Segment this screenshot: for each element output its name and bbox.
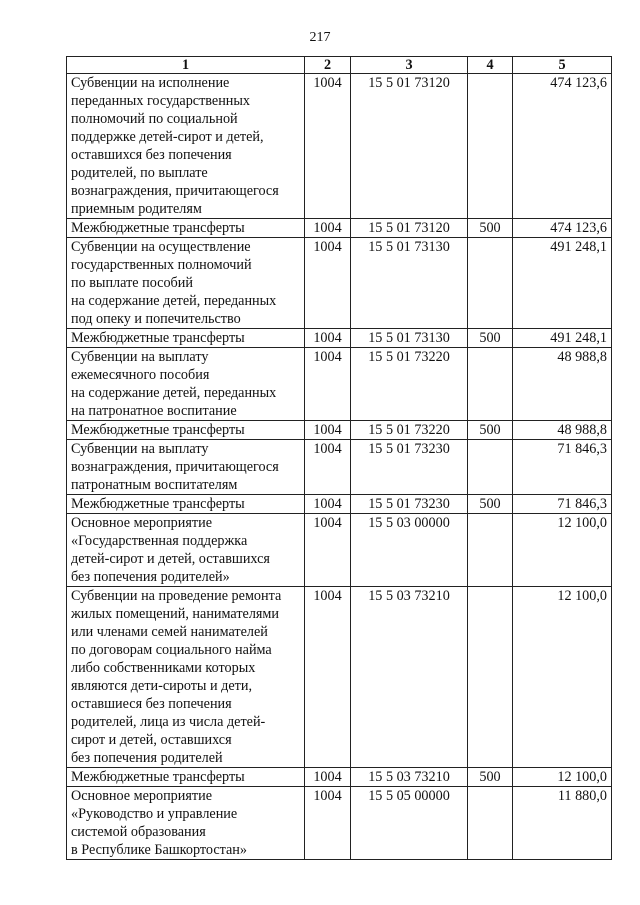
table-row — [67, 768, 612, 787]
expense-type-cell — [468, 74, 513, 219]
code-cell: 15 5 01 73220 — [351, 348, 468, 421]
row-name-line: Межбюджетные трансферты — [71, 769, 245, 785]
row-name-line: либо собственниками которых — [71, 660, 256, 676]
row-name-line: «Руководство и управление — [71, 806, 238, 822]
header-row — [67, 57, 612, 74]
row-name-line: государственных полномочий — [71, 257, 252, 273]
code-cell: 15 5 03 73210 — [351, 587, 468, 768]
row-name-line: без попечения родителей» — [71, 569, 230, 585]
row-name-cell — [67, 238, 305, 329]
section-cell: 1004 — [305, 238, 351, 329]
section-cell: 1004 — [305, 329, 351, 348]
code-cell: 15 5 03 73210 — [351, 768, 468, 787]
row-name-cell — [67, 329, 305, 348]
amount-cell: 71 846,3 — [513, 495, 612, 514]
row-name-line: по договорам социального найма — [71, 642, 272, 658]
row-name-line: сирот и детей, оставшихся — [71, 732, 232, 748]
code-cell: 15 5 01 73220 — [351, 421, 468, 440]
code-cell: 15 5 01 73130 — [351, 329, 468, 348]
section-cell: 1004 — [305, 514, 351, 587]
amount-cell: 11 880,0 — [513, 787, 612, 860]
table-row — [67, 329, 612, 348]
row-name-line: Субвенции на осуществление — [71, 239, 251, 255]
table-body — [67, 74, 612, 860]
header-col-3: 3 — [351, 57, 468, 74]
row-name-cell — [67, 514, 305, 587]
row-name-line: Субвенции на выплату — [71, 441, 209, 457]
expense-type-cell: 500 — [468, 768, 513, 787]
section-cell: 1004 — [305, 74, 351, 219]
table-row — [67, 348, 612, 421]
header-col-4: 4 — [468, 57, 513, 74]
table-row — [67, 514, 612, 587]
row-name-line: являются дети-сироты и дети, — [71, 678, 252, 694]
row-name-line: полномочий по социальной — [71, 111, 238, 127]
expense-type-cell — [468, 587, 513, 768]
code-cell: 15 5 01 73230 — [351, 440, 468, 495]
row-name-line: на содержание детей, переданных — [71, 293, 277, 309]
table-header — [67, 57, 612, 74]
row-name-cell — [67, 348, 305, 421]
section-cell: 1004 — [305, 440, 351, 495]
expense-type-cell — [468, 514, 513, 587]
row-name-cell — [67, 495, 305, 514]
row-name-line: Субвенции на проведение ремонта — [71, 588, 282, 604]
section-cell: 1004 — [305, 421, 351, 440]
row-name-cell — [67, 440, 305, 495]
table-row — [67, 787, 612, 860]
table-row — [67, 219, 612, 238]
table-row — [67, 238, 612, 329]
row-name-line: под опеку и попечительство — [71, 311, 241, 327]
header-col-5: 5 — [513, 57, 612, 74]
row-name-line: родителей, по выплате — [71, 165, 208, 181]
amount-cell: 12 100,0 — [513, 768, 612, 787]
row-name-line: поддержке детей-сирот и детей, — [71, 129, 264, 145]
amount-cell: 71 846,3 — [513, 440, 612, 495]
row-name-line: вознаграждения, причитающегося — [71, 459, 279, 475]
table-row — [67, 587, 612, 768]
amount-cell: 48 988,8 — [513, 421, 612, 440]
row-name-cell — [67, 768, 305, 787]
expense-type-cell — [468, 348, 513, 421]
expense-type-cell: 500 — [468, 495, 513, 514]
row-name-cell — [67, 74, 305, 219]
row-name-line: оставшиеся без попечения — [71, 696, 232, 712]
expense-type-cell: 500 — [468, 329, 513, 348]
code-cell: 15 5 05 00000 — [351, 787, 468, 860]
row-name-line: Субвенции на выплату — [71, 349, 209, 365]
expense-type-cell — [468, 238, 513, 329]
row-name-line: Субвенции на исполнение — [71, 75, 230, 91]
row-name-line: на патронатное воспитание — [71, 403, 237, 419]
row-name-line: ежемесячного пособия — [71, 367, 210, 383]
row-name-line: Основное мероприятие — [71, 788, 212, 804]
code-cell: 15 5 01 73120 — [351, 74, 468, 219]
row-name-cell — [67, 587, 305, 768]
amount-cell: 491 248,1 — [513, 329, 612, 348]
page-number: 217 — [309, 30, 331, 45]
row-name-line: Межбюджетные трансферты — [71, 330, 245, 346]
row-name-line: переданных государственных — [71, 93, 251, 109]
budget-table — [66, 56, 612, 860]
table-row — [67, 495, 612, 514]
row-name-line: Межбюджетные трансферты — [71, 220, 245, 236]
expense-type-cell — [468, 787, 513, 860]
row-name-line: родителей, лица из числа детей- — [71, 714, 266, 730]
section-cell: 1004 — [305, 768, 351, 787]
row-name-line: детей-сирот и детей, оставшихся — [71, 551, 270, 567]
table-row — [67, 74, 612, 219]
table-row — [67, 440, 612, 495]
amount-cell: 12 100,0 — [513, 587, 612, 768]
row-name-line: «Государственная поддержка — [71, 533, 248, 549]
code-cell: 15 5 01 73230 — [351, 495, 468, 514]
amount-cell: 48 988,8 — [513, 348, 612, 421]
row-name-line: жилых помещений, нанимателями — [71, 606, 279, 622]
amount-cell: 474 123,6 — [513, 74, 612, 219]
section-cell: 1004 — [305, 587, 351, 768]
section-cell: 1004 — [305, 495, 351, 514]
code-cell: 15 5 03 00000 — [351, 514, 468, 587]
row-name-line: без попечения родителей — [71, 750, 223, 766]
amount-cell: 474 123,6 — [513, 219, 612, 238]
row-name-line: оставшихся без попечения — [71, 147, 232, 163]
row-name-cell — [67, 421, 305, 440]
row-name-line: Межбюджетные трансферты — [71, 496, 245, 512]
amount-cell: 12 100,0 — [513, 514, 612, 587]
expense-type-cell: 500 — [468, 219, 513, 238]
code-cell: 15 5 01 73120 — [351, 219, 468, 238]
row-name-line: системой образования — [71, 824, 206, 840]
header-col-1: 1 — [67, 57, 305, 74]
expense-type-cell — [468, 440, 513, 495]
row-name-line: приемным родителям — [71, 201, 202, 217]
row-name-line: патронатным воспитателям — [71, 477, 238, 493]
row-name-line: Основное мероприятие — [71, 515, 212, 531]
row-name-line: в Республике Башкортостан» — [71, 842, 247, 858]
row-name-cell — [67, 219, 305, 238]
section-cell: 1004 — [305, 348, 351, 421]
row-name-line: на содержание детей, переданных — [71, 385, 277, 401]
section-cell: 1004 — [305, 787, 351, 860]
table-row — [67, 421, 612, 440]
amount-cell: 491 248,1 — [513, 238, 612, 329]
section-cell: 1004 — [305, 219, 351, 238]
row-name-cell — [67, 787, 305, 860]
row-name-line: Межбюджетные трансферты — [71, 422, 245, 438]
code-cell: 15 5 01 73130 — [351, 238, 468, 329]
header-col-2: 2 — [305, 57, 351, 74]
expense-type-cell: 500 — [468, 421, 513, 440]
row-name-line: вознаграждения, причитающегося — [71, 183, 279, 199]
row-name-line: или членами семей нанимателей — [71, 624, 268, 640]
row-name-line: по выплате пособий — [71, 275, 193, 291]
